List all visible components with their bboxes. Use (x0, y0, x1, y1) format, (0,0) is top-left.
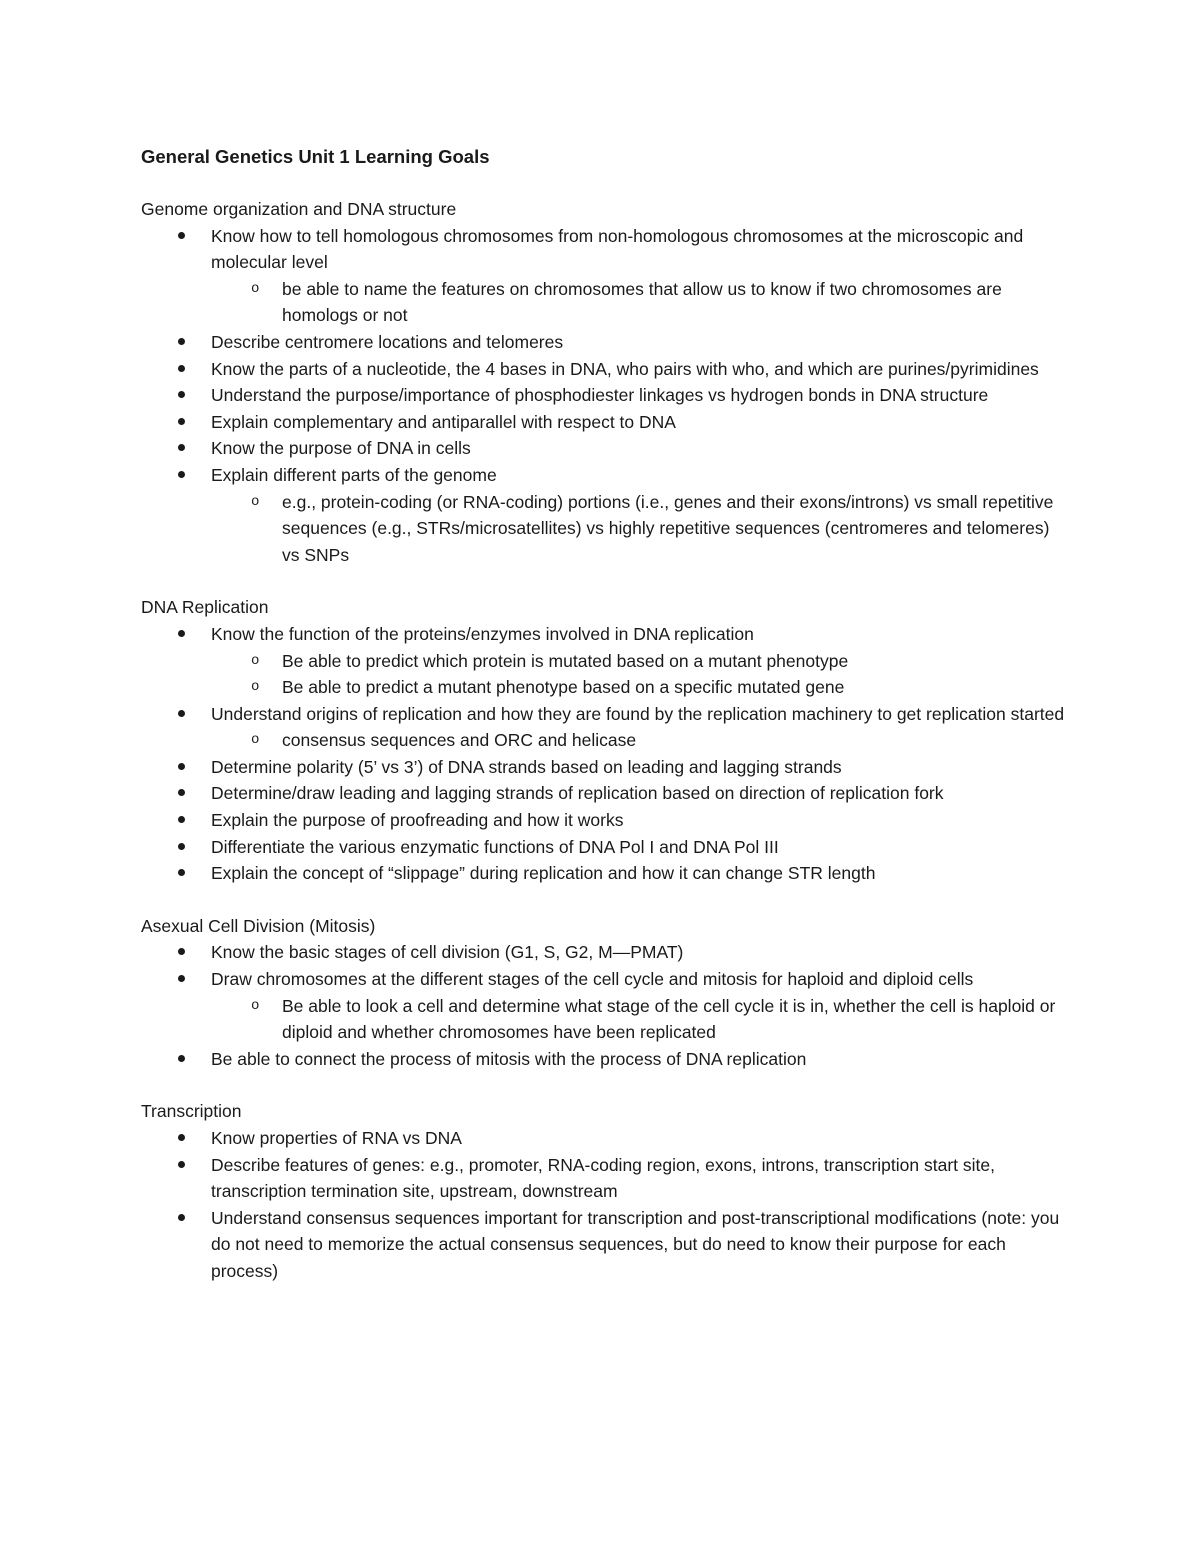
sub-bullet-item: o consensus sequences and ORC and helicase (282, 727, 1071, 754)
sub-bullet-item: o Be able to predict a mutant phenotype based on a specific mutated gene (282, 674, 1071, 701)
bullet-item (211, 780, 1071, 807)
sub-bullet-item: o Be able to predict which protein is mutated based on a mutant phenotype (282, 648, 1071, 675)
bullet-item (211, 382, 1071, 409)
section (141, 913, 1071, 1073)
sub-bullet-list (211, 727, 1071, 754)
bullet-item-text: Know the parts of a nucleotide, the 4 bases in DNA, who pairs with who, and which are purines/pyrimidines (211, 358, 1039, 379)
bullet-item (211, 1046, 1071, 1073)
bullet-item-text: Know how to tell homologous chromosomes from non-homologous chromosomes at the microscopic and molecular level (211, 225, 1024, 273)
bullet-list (141, 939, 1071, 1072)
bullet-item (211, 860, 1071, 887)
bullet-item-text: Know properties of RNA vs DNA (211, 1128, 462, 1148)
bullet-item-text: Describe features of genes: e.g., promoter, RNA-coding region, exons, introns, transcription start site, transcription termination site, upstream, downstream (211, 1154, 995, 1202)
document-title: General Genetics Unit 1 Learning Goals (141, 146, 490, 167)
sub-bullet-list (211, 648, 1071, 701)
bullet-item-text: Be able to connect the process of mitosis with the process of DNA replication (211, 1048, 807, 1069)
sub-bullet-list (211, 276, 1071, 329)
section (141, 594, 1071, 887)
section-heading: Genome organization and DNA structure (141, 199, 457, 219)
section-heading: Transcription (141, 1101, 242, 1122)
bullet-item (211, 1205, 1071, 1285)
bullet-item-text: Differentiate the various enzymatic functions of DNA Pol I and DNA Pol III (211, 836, 779, 857)
bullet-item-text: Determine polarity (5’ vs 3’) of DNA strands based on leading and lagging strands (211, 756, 842, 777)
bullet-item (211, 223, 1071, 329)
bullet-item-text: Explain different parts of the genome (211, 464, 497, 485)
bullet-item-text: Understand the purpose/importance of phosphodiester linkages vs hydrogen bonds in DNA structure (211, 385, 989, 406)
sub-bullet-list (211, 993, 1071, 1046)
bullet-item-text: Explain the concept of “slippage” during replication and how it can change STR length (211, 863, 876, 884)
section (141, 196, 1071, 568)
sub-bullet-list (211, 489, 1071, 569)
bullet-item (211, 621, 1071, 701)
document-body (141, 143, 1071, 1311)
bullet-item (211, 966, 1071, 1046)
sub-bullet-item: o Be able to look a cell and determine what stage of the cell cycle it is in, whether the cell is haploid or diploid and whether chromosomes have been replicated (282, 993, 1071, 1046)
bullet-item (211, 409, 1071, 436)
bullet-item-text: Explain the purpose of proofreading and how it works (211, 810, 624, 831)
bullet-item (211, 462, 1071, 568)
bullet-item (211, 754, 1071, 781)
section-heading: Asexual Cell Division (Mitosis) (141, 915, 376, 936)
section (141, 1098, 1071, 1284)
bullet-item-text: Understand consensus sequences important for transcription and post-transcriptional modifications (note: you do not need to memorize the actual consensus sequences, but do need to know their purpose for each process) (211, 1207, 1060, 1281)
bullet-item-text: Describe centromere locations and telomeres (211, 331, 564, 352)
bullet-item (211, 435, 1071, 462)
bullet-item (211, 1125, 1071, 1152)
bullet-list (141, 621, 1071, 887)
sub-bullet-item: o e.g., protein-coding (or RNA-coding) portions (i.e., genes and their exons/introns) vs small repetitive sequences (e.g., STRs/microsatellites) vs highly repetitive sequences (centromeres and telomeres) vs SNPs (282, 489, 1071, 569)
bullet-item-text: Explain complementary and antiparallel with respect to DNA (211, 411, 676, 432)
bullet-item-text: Draw chromosomes at the different stages of the cell cycle and mitosis for haploid and diploid cells (211, 969, 974, 990)
section-heading: DNA Replication (141, 597, 269, 618)
bullet-list (141, 223, 1071, 569)
bullet-item (211, 329, 1071, 356)
bullet-item-text: Know the purpose of DNA in cells (211, 438, 471, 459)
bullet-item (211, 834, 1071, 861)
sub-bullet-item: o be able to name the features on chromosomes that allow us to know if two chromosomes are homologs or not (282, 276, 1071, 329)
bullet-item (211, 701, 1071, 754)
bullet-list (141, 1125, 1071, 1285)
bullet-item (211, 939, 1071, 966)
bullet-item (211, 807, 1071, 834)
bullet-item-text: Understand origins of replication and how they are found by the replication machinery to get replication started (211, 703, 1065, 724)
bullet-item (211, 356, 1071, 383)
bullet-item-text: Determine/draw leading and lagging strands of replication based on direction of replication fork (211, 783, 944, 804)
sections-container (141, 196, 1071, 1285)
bullet-item-text: Know the basic stages of cell division (G1, S, G2, M—PMAT) (211, 942, 684, 963)
bullet-item-text: Know the function of the proteins/enzymes involved in DNA replication (211, 623, 754, 644)
bullet-item (211, 1152, 1071, 1205)
